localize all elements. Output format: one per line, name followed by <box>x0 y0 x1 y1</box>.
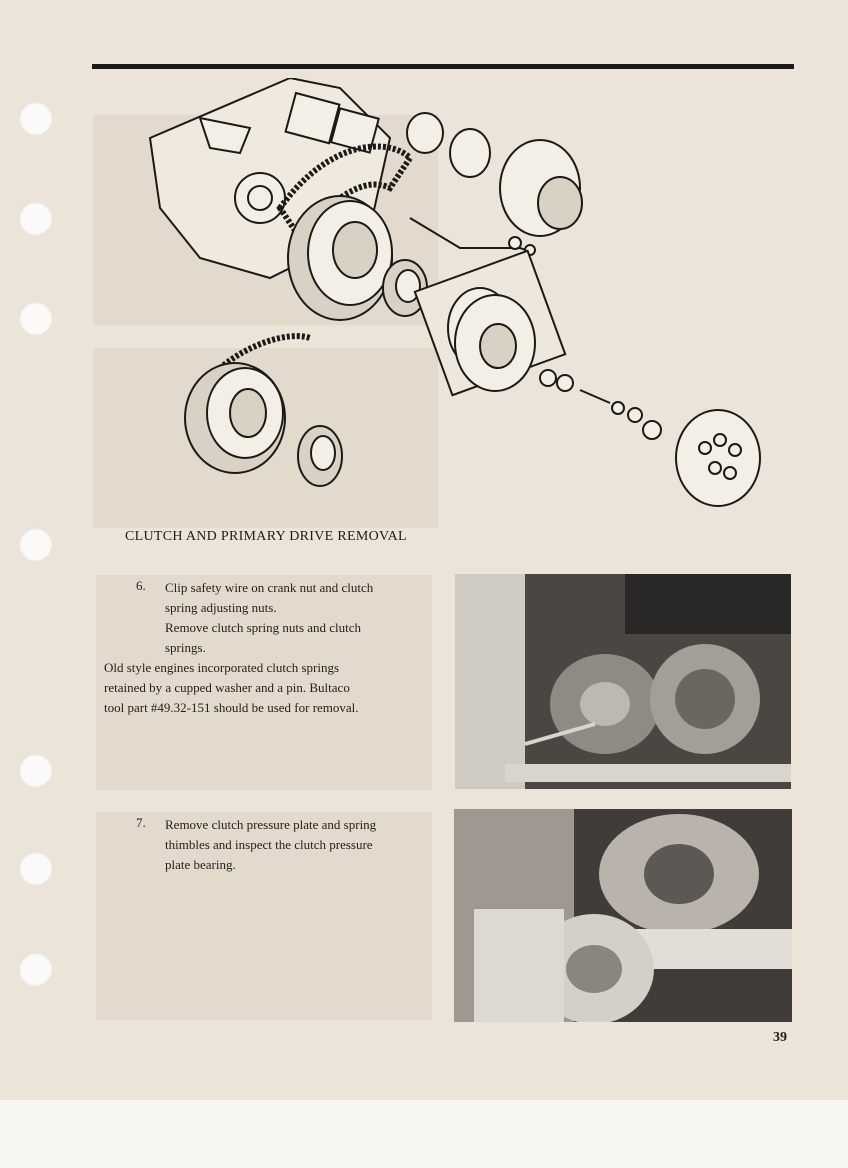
note-line: tool part #49.32-151 should be used for removal. <box>104 700 359 715</box>
step-line: thimbles and inspect the clutch pressure <box>165 837 373 852</box>
binder-hole <box>18 952 52 986</box>
step-note <box>104 658 438 718</box>
binder-hole <box>18 301 52 335</box>
step-line: Remove clutch pressure plate and spring <box>165 817 377 832</box>
header-rule <box>92 64 794 69</box>
step-text <box>165 815 438 875</box>
page-number: 39 <box>773 1030 787 1045</box>
binder-hole <box>18 201 52 235</box>
step-number: 6. <box>136 578 146 593</box>
clutch-spring-photo <box>455 574 791 789</box>
binder-hole <box>18 753 52 787</box>
step-number: 7. <box>136 815 146 830</box>
step-line: springs. <box>165 640 206 655</box>
clutch-exploded-diagram <box>140 78 770 518</box>
figure-caption: CLUTCH AND PRIMARY DRIVE REMOVAL <box>125 529 407 544</box>
pressure-plate-photo <box>454 809 792 1022</box>
page-margin <box>0 1100 848 1168</box>
note-line: Old style engines incorporated clutch springs <box>104 660 340 675</box>
binder-hole <box>18 101 52 135</box>
step-line: plate bearing. <box>165 857 236 872</box>
note-line: retained by a cupped washer and a pin. Bultaco <box>104 680 350 695</box>
step-line: spring adjusting nuts. <box>165 600 277 615</box>
binder-hole <box>18 527 52 561</box>
step-line: Clip safety wire on crank nut and clutch <box>165 580 374 595</box>
binder-hole <box>18 851 52 885</box>
step-text <box>165 578 438 658</box>
step-line: Remove clutch spring nuts and clutch <box>165 620 362 635</box>
